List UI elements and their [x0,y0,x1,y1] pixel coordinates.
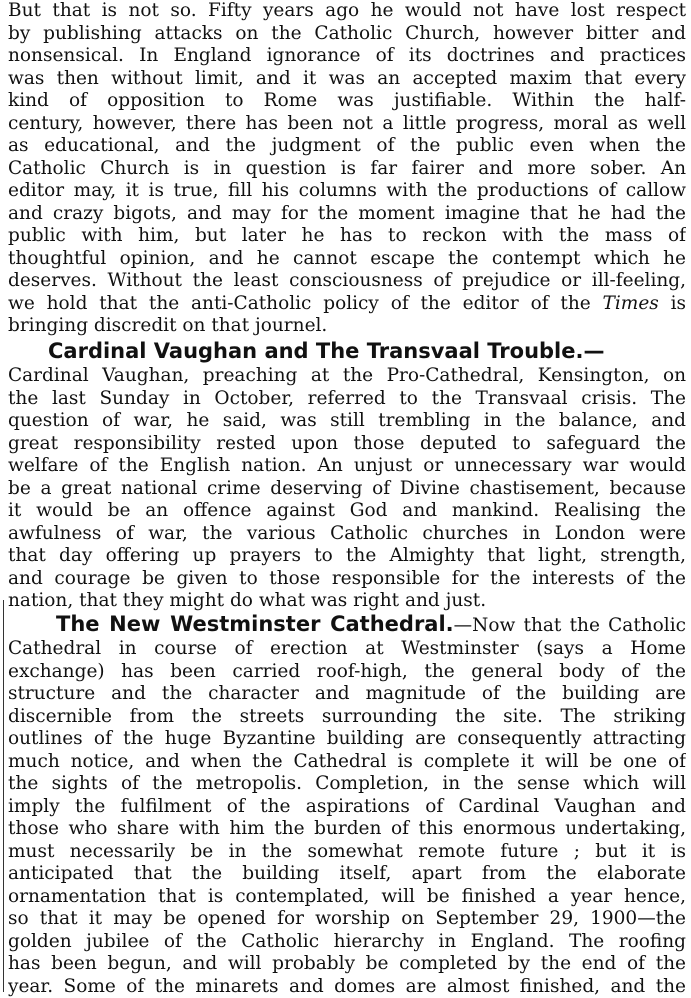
text-line: has been begun, and will probably be completed by the end of the [8,953,686,976]
text-run: —Now that the Catholic [454,615,686,636]
text-line: the sights of the metropolis. Completion, in the sense which will [8,773,686,796]
text-line: thoughtful opinion, and he cannot escape the contempt which he [8,248,686,271]
text-line: public with him, but later he has to reckon with the mass of [8,225,686,248]
text-run: is [659,293,686,314]
text-run: we hold that the anti-Catholic policy of the editor of the [8,293,603,314]
text-line: welfare of the English nation. An unjust or unnecessary war would [8,455,686,478]
text-line: Catholic Church is in question is far fairer and more sober. An [8,158,686,181]
text-line: Cardinal Vaughan, preaching at the Pro-Cathedral, Kensington, on [8,365,686,388]
text-line: anticipated that the building itself, apart from the elaborate [8,863,686,886]
article-heading [8,610,686,638]
text-line: bringing discredit on that journel. [8,315,686,338]
paragraph-anti-catholic-editor [8,0,686,338]
column-rule [3,600,4,992]
text-line: nation, that they might do what was right and just. [8,590,686,613]
text-line: century, however, there has been not a little progress, moral as well [8,113,686,136]
text-line: Cathedral in course of erection at Westminster (says a Home [8,638,686,661]
text-line: editor may, it is true, fill his columns with the productions of callow [8,180,686,203]
text-line: exchange) has been carried roof-high, the general body of the [8,661,686,684]
article-westminster-cathedral [8,610,686,998]
text-line: great responsibility rested upon those deputed to safeguard the [8,433,686,456]
newspaper-title-italic: Times [603,293,659,314]
text-line: as educational, and the judgment of the public even when the [8,135,686,158]
text-line: was then without limit, and it was an accepted maxim that every [8,68,686,91]
text-line: it would be an offence against God and mankind. Realising the [8,500,686,523]
text-line: kind of opposition to Rome was justifiable. Within the half- [8,90,686,113]
text-line: and crazy bigots, and may for the moment imagine that he had the [8,203,686,226]
text-line: ornamentation that is contemplated, will be finished a year hence, [8,886,686,909]
text-line: structure and the character and magnitude of the building are [8,683,686,706]
text-line: imply the fulfilment of the aspirations of Cardinal Vaughan and [8,796,686,819]
text-line: by publishing attacks on the Catholic Church, however bitter and [8,23,686,46]
text-line [8,293,686,316]
text-line: awfulness of war, the various Catholic churches in London were [8,523,686,546]
text-line: But that is not so. Fifty years ago he would not have lost respect [8,0,686,23]
text-line: year. Some of the minarets and domes are almost finished, and the [8,976,686,998]
text-line: discernible from the streets surrounding the site. The striking [8,706,686,729]
text-line: that day offering up prayers to the Almighty that light, strength, [8,545,686,568]
text-line: outlines of the huge Byzantine building are consequently attracting [8,728,686,751]
text-line: be a great national crime deserving of Divine chastisement, because [8,478,686,501]
text-line: golden jubilee of the Catholic hierarchy in England. The roofing [8,931,686,954]
text-line: nonsensical. In England ignorance of its doctrines and practices [8,45,686,68]
article-cardinal-vaughan [8,337,686,613]
text-line: those who share with him the burden of this enormous undertaking, [8,818,686,841]
text-line: so that it may be opened for worship on September 29, 1900—the [8,908,686,931]
article-heading [8,337,686,365]
text-line: must necessarily be in the somewhat remote future ; but it is [8,841,686,864]
text-line: and courage be given to those responsible for the interests of the [8,568,686,591]
text-line: much notice, and when the Cathedral is complete it will be one of [8,751,686,774]
text-line: deserves. Without the least consciousness of prejudice or ill-feeling, [8,270,686,293]
article-heading-text: The New Westminster Cathedral. [56,612,454,636]
text-line: question of war, he said, was still trembling in the balance, and [8,410,686,433]
text-line: the last Sunday in October, referred to the Transvaal crisis. The [8,388,686,411]
article-heading-text: Cardinal Vaughan and The Transvaal Trouble.— [48,339,604,363]
